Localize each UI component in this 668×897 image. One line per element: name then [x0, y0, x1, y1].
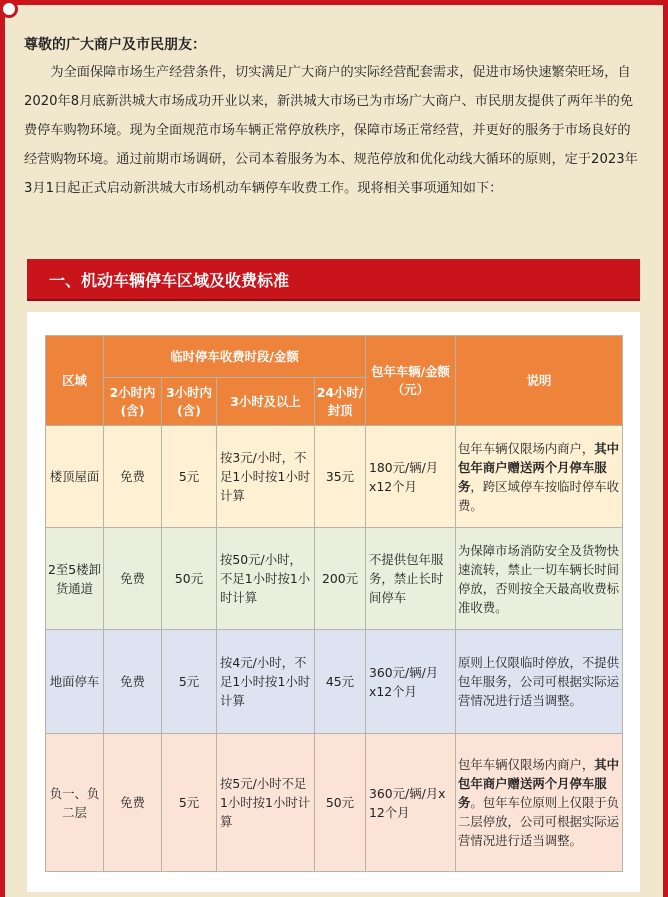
cell-24h: 45元 — [315, 630, 366, 734]
header-24h: 24小时/封顶 — [315, 378, 366, 426]
table-row — [46, 426, 623, 528]
cell-3h: 5元 — [162, 426, 217, 528]
cell-note — [456, 528, 623, 630]
parking-fee-table — [45, 335, 623, 872]
table-row — [46, 528, 623, 630]
section-title: 一、机动车辆停车区域及收费标准 — [49, 271, 290, 290]
note-text-end: ，跨区域停车按临时停车收费。 — [458, 478, 620, 513]
cell-3h: 5元 — [162, 630, 217, 734]
cell-note — [456, 630, 623, 734]
cell-24h: 50元 — [315, 734, 366, 872]
corner-dot-decoration — [0, 0, 18, 18]
cell-area: 楼顶屋面 — [46, 426, 104, 528]
intro-paragraph: 为全面保障市场生产经营条件，切实满足广大商户的实际经营配套需求，促进市场快速繁荣旺场，自2020年8月底新洪城大市场成功开业以来，新洪城大市场已为市场广大商户、市民朋友提供了两年半的免费停车购物环境。现为全面规范市场车辆正常停放秩序，保障市场正常经营，并更好的服务于市场良好的经营购物环境。通过前期市场调研，公司本着服务为本、规范停放和优化动线大循环的原则，定于2023年3月1日起正式启动新洪城大市场机动车辆停车收费工作。现将相关事项通知如下： — [24, 65, 638, 196]
note-text: 原则上仅限临时停放，不提供包年服务，公司可根据实际运营情况进行适当调整。 — [458, 655, 620, 708]
cell-3h: 5元 — [162, 734, 217, 872]
header-annual: 包年车辆/金额（元） — [366, 336, 456, 426]
cell-3h-plus: 按4元/小时，不足1小时按1小时计算 — [217, 630, 315, 734]
cell-3h-plus: 按3元/小时，不足1小时按1小时计算 — [217, 426, 315, 528]
cell-area: 2至5楼卸货通道 — [46, 528, 104, 630]
cell-annual: 不提供包年服务，禁止长时间停车 — [366, 528, 456, 630]
cell-annual: 360元/辆/月x12个月 — [366, 630, 456, 734]
cell-2h: 免费 — [104, 734, 162, 872]
header-area: 区域 — [46, 336, 104, 426]
note-highlight: 其中包年商户赠送两个月停车服务 — [458, 440, 620, 494]
table-row — [46, 630, 623, 734]
cell-3h-plus: 按50元/小时，不足1小时按1小时计算 — [217, 528, 315, 630]
cell-2h: 免费 — [104, 528, 162, 630]
cell-area: 地面停车 — [46, 630, 104, 734]
cell-annual: 180元/辆/月x12个月 — [366, 426, 456, 528]
cell-3h-plus: 按5元/小时不足1小时按1小时计算 — [217, 734, 315, 872]
cell-2h: 免费 — [104, 630, 162, 734]
cell-24h: 35元 — [315, 426, 366, 528]
cell-2h: 免费 — [104, 426, 162, 528]
cell-3h: 50元 — [162, 528, 217, 630]
cell-note — [456, 734, 623, 872]
note-text: 为保障市场消防安全及货物快速流转，禁止一切车辆长时间停放，否则按全天最高收费标准收费。 — [458, 542, 620, 615]
note-text-end: 。包年车位原则上仅限于负二层停放，公司可根据实际运营情况进行适当调整。 — [458, 795, 620, 848]
header-2h: 2小时内(含) — [104, 378, 162, 426]
header-note: 说明 — [456, 336, 623, 426]
greeting: 尊敬的广大商户及市民朋友： — [24, 37, 206, 53]
header-3h-plus: 3小时及以上 — [217, 378, 315, 426]
cell-note — [456, 426, 623, 528]
cell-24h: 200元 — [315, 528, 366, 630]
note-text: 包年车辆仅限场内商户， — [458, 757, 595, 772]
section-banner — [27, 259, 640, 299]
header-3h: 3小时内(含) — [162, 378, 217, 426]
header-temp-parking: 临时停车收费时段/金额 — [104, 336, 366, 378]
table-row — [46, 734, 623, 872]
note-highlight: 其中包年商户赠送两个月停车服务 — [458, 757, 620, 810]
cell-area: 负一、负二层 — [46, 734, 104, 872]
cell-annual: 360元/辆/月x 12个月 — [366, 734, 456, 872]
note-text: 包年车辆仅限场内商户， — [458, 440, 595, 456]
